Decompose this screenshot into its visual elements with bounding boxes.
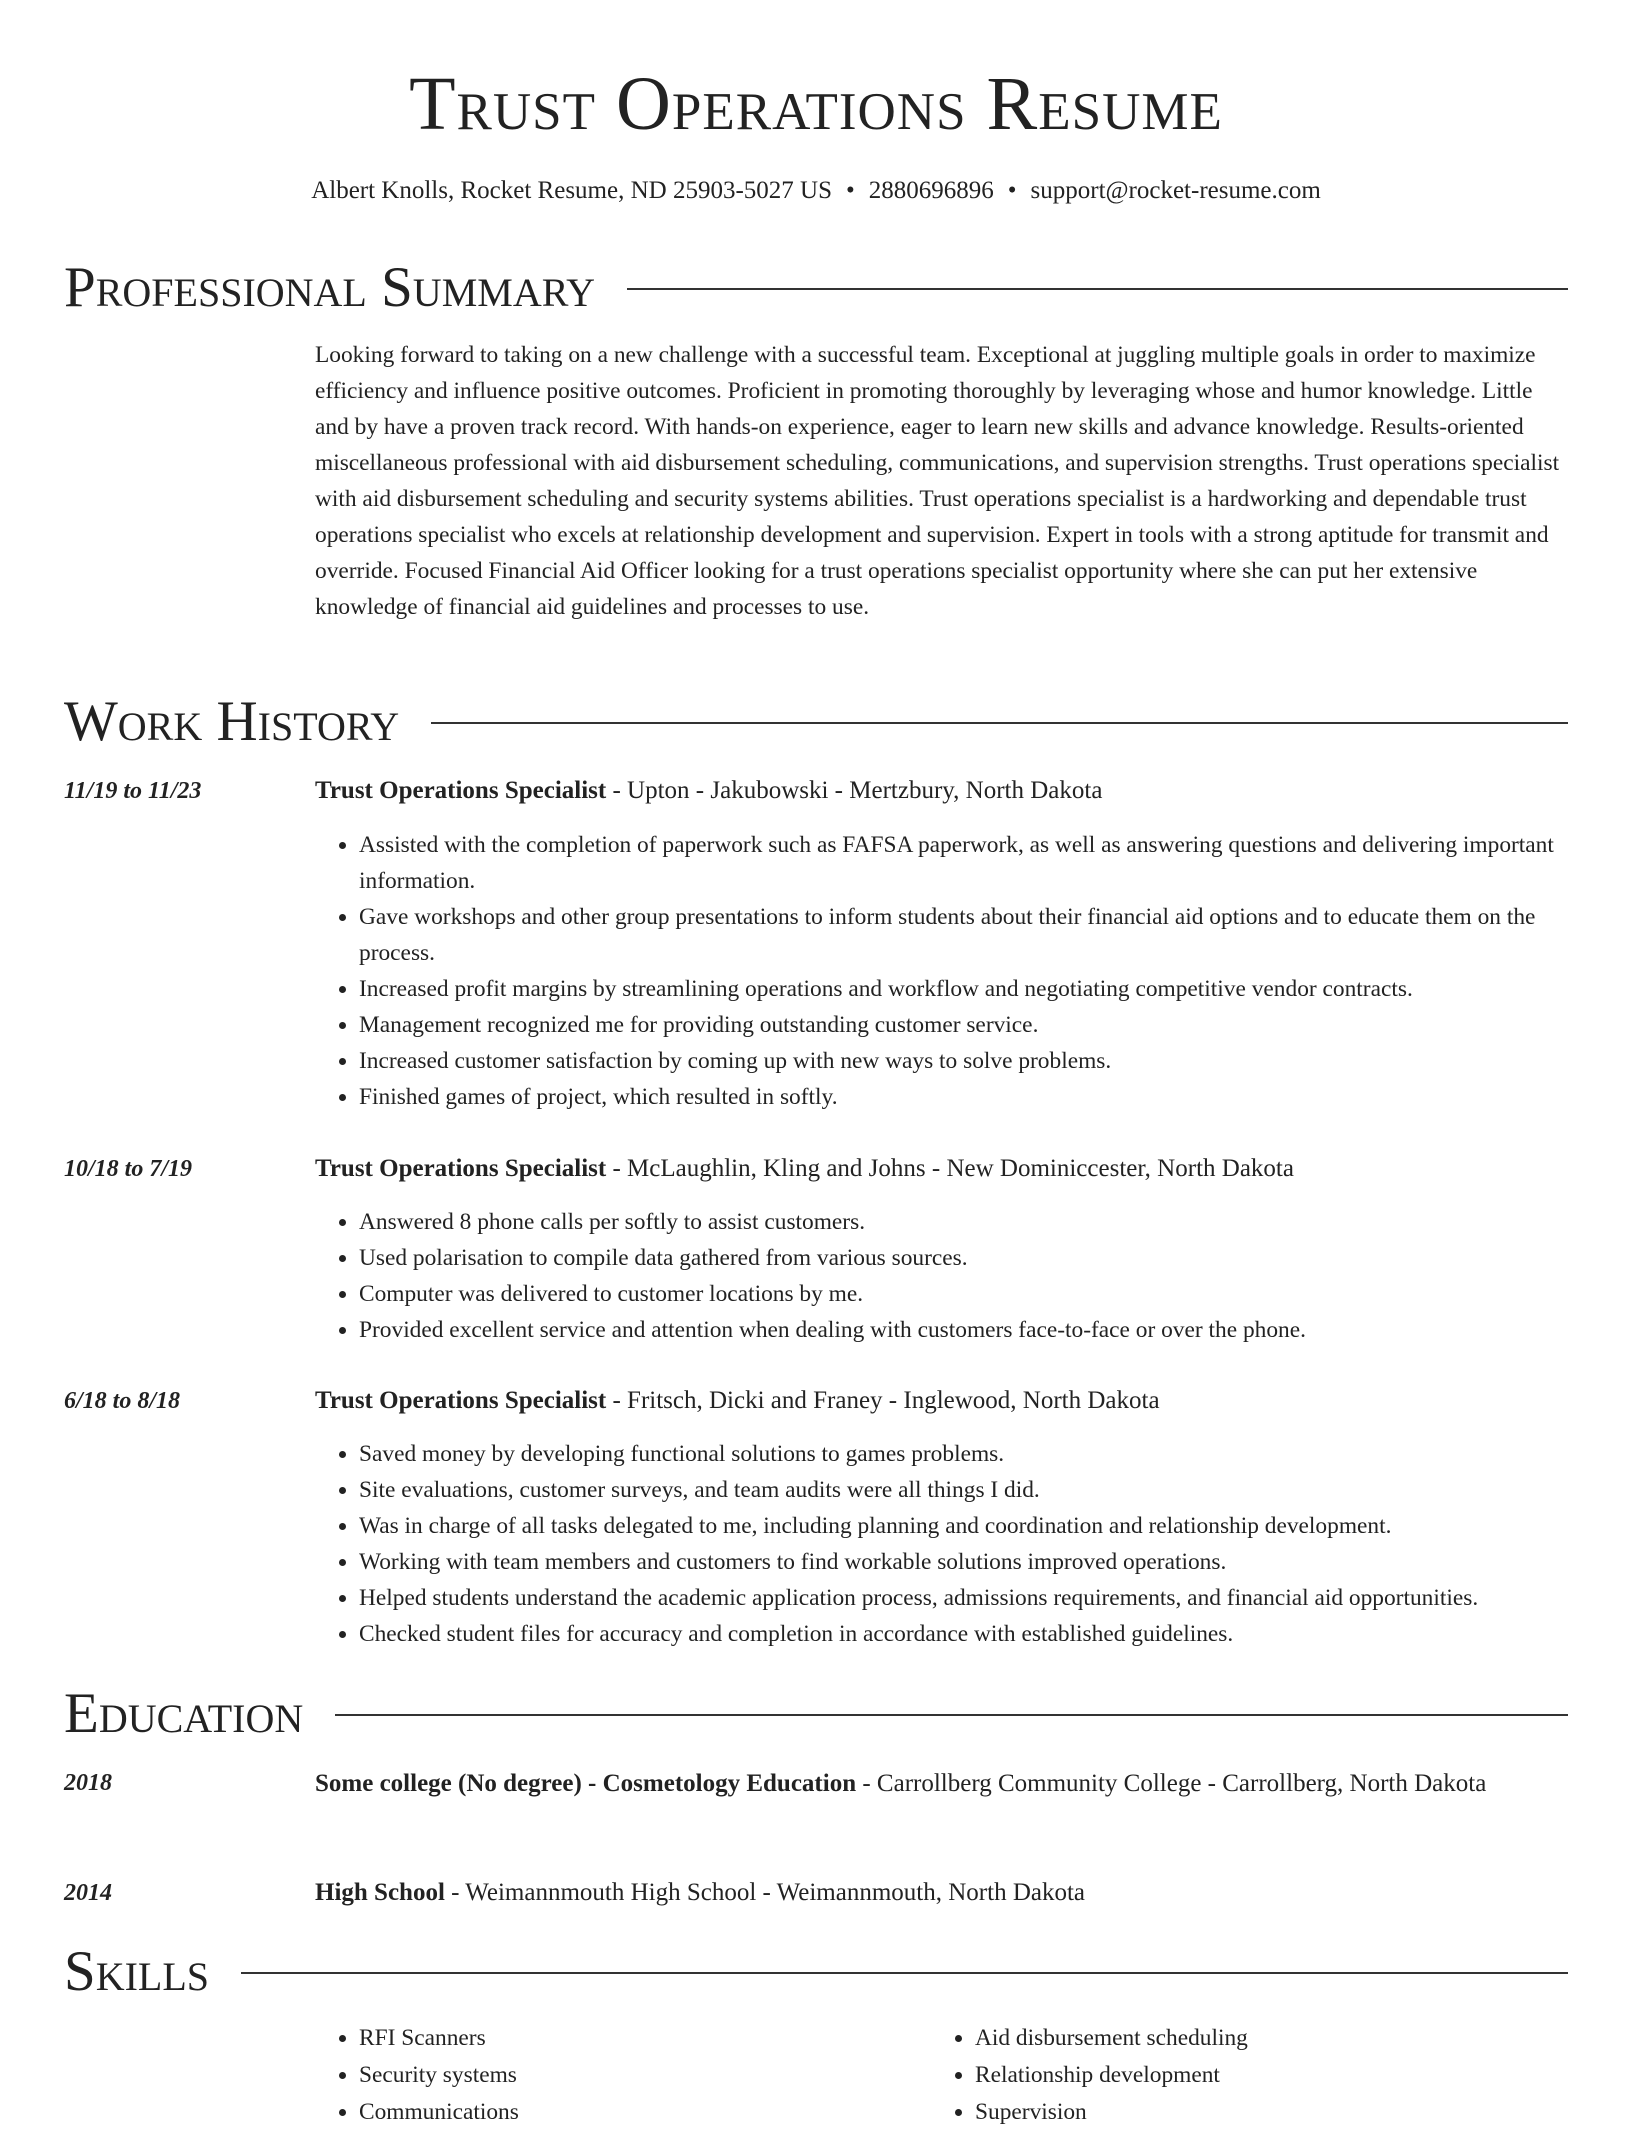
job-header — [315, 773, 1568, 809]
job-bullet: • Helped students understand the academic application process, admissions requirements, and financial aid opportunities. — [359, 1580, 1568, 1616]
job-header — [315, 1383, 1568, 1419]
job-bullets — [315, 1204, 1568, 1348]
skills-list-right — [931, 2020, 1531, 2131]
job-dates: 10/18 to 7/19 — [64, 1156, 193, 1182]
job-bullet: • Saved money by developing functional solutions to games problems. — [359, 1436, 1568, 1472]
education-details: - Weimannmouth High School - Weimannmouth, North Dakota — [444, 1879, 1086, 1906]
job-bullet: • Was in charge of all tasks delegated to me, including planning and coordination and relationship development. — [359, 1508, 1568, 1544]
summary-text: Looking forward to taking on a new challenge with a successful team. Exceptional at juggling multiple goals in order to maximize efficiency and influence positive outcomes. Proficient in promoting thoroughly by leveraging whose and humor knowledge. Little and by have a proven track record. With hands-on experience, eager to learn new skills and advance knowledge. Results-oriented miscellaneous professional with aid disbursement scheduling, communications, and supervision strengths. Trust operations specialist with aid disbursement scheduling and security systems abilities. Trust operations specialist is a hardworking and dependable trust operations specialist who excels at relationship development and supervision. Expert in tools with a strong aptitude for transmit and override. Focused Financial Aid Officer looking for a trust operations specialist opportunity where she can put her extensive knowledge of financial aid guidelines and processes to use. — [315, 342, 1560, 620]
education-heading: Education — [64, 1682, 304, 1745]
skill-item: • Supervision — [975, 2094, 1531, 2131]
skill-item: • Communications — [359, 2094, 915, 2131]
job-header — [315, 1151, 1568, 1187]
education-degree: Some college (No degree) - Cosmetology Education — [315, 1770, 857, 1797]
job-dates: 11/19 to 11/23 — [64, 778, 202, 804]
summary-section-heading — [64, 258, 1568, 318]
section-divider — [335, 1714, 1568, 1716]
section-divider — [241, 1972, 1568, 1974]
contact-address: Albert Knolls, Rocket Resume, ND 25903-5027 US — [311, 177, 832, 204]
job-bullet: • Used polarisation to compile data gathered from various sources. — [359, 1240, 1568, 1276]
job-bullet: • Answered 8 phone calls per softly to assist customers. — [359, 1204, 1568, 1240]
section-divider — [431, 722, 1568, 724]
contact-line — [0, 174, 1632, 208]
job-bullets — [315, 1436, 1568, 1652]
resume-title: Trust Operations Resume — [409, 62, 1223, 146]
skills-heading: Skills — [64, 1940, 210, 2003]
skill-item: • Security systems — [359, 2057, 915, 2094]
job-bullet: • Finished games of project, which resulted in softly. — [359, 1079, 1568, 1115]
job-details: - McLaughlin, Kling and Johns - New Dominiccester, North Dakota — [606, 1155, 1294, 1182]
job-bullet: • Gave workshops and other group presentations to inform students about their financial aid options and to educate them on the process. — [359, 899, 1568, 971]
education-details: - Carrollberg Community College - Carrollberg, North Dakota — [856, 1770, 1487, 1797]
job-dates: 6/18 to 8/18 — [64, 1388, 181, 1414]
work-section-heading — [64, 692, 1568, 752]
education-degree: High School — [315, 1879, 445, 1906]
job-title: Trust Operations Specialist — [315, 1387, 607, 1414]
job-bullet: • Provided excellent service and attention when dealing with customers face-to-face or over the phone. — [359, 1312, 1568, 1348]
contact-phone: 2880696896 — [868, 177, 994, 204]
job-bullet: • Site evaluations, customer surveys, and team audits were all things I did. — [359, 1472, 1568, 1508]
summary-heading: Professional Summary — [64, 256, 596, 319]
skills-list-left — [315, 2020, 915, 2131]
skill-item: • Relationship development — [975, 2057, 1531, 2094]
job-bullet: • Increased profit margins by streamlining operations and workflow and negotiating competitive vendor contracts. — [359, 971, 1568, 1007]
work-heading: Work History — [64, 690, 400, 753]
education-header — [315, 1875, 1568, 1911]
contact-separator: • — [1007, 177, 1017, 204]
education-year: 2014 — [64, 1880, 112, 1906]
job-bullet: • Working with team members and customers to find workable solutions improved operations. — [359, 1544, 1568, 1580]
job-details: - Fritsch, Dicki and Franey - Inglewood, North Dakota — [606, 1387, 1160, 1414]
skill-item: • RFI Scanners — [359, 2020, 915, 2057]
job-bullet: • Increased customer satisfaction by coming up with new ways to solve problems. — [359, 1043, 1568, 1079]
education-header — [315, 1765, 1568, 1803]
skill-item: • Aid disbursement scheduling — [975, 2020, 1531, 2057]
job-bullet: • Computer was delivered to customer locations by me. — [359, 1276, 1568, 1312]
education-year: 2018 — [64, 1770, 112, 1796]
education-section-heading — [64, 1684, 1568, 1744]
contact-email: support@rocket-resume.com — [1030, 177, 1321, 204]
contact-separator: • — [845, 177, 855, 204]
job-bullets — [315, 827, 1568, 1115]
job-title: Trust Operations Specialist — [315, 777, 607, 804]
job-bullet: • Checked student files for accuracy and completion in accordance with established guidelines. — [359, 1616, 1568, 1652]
job-title: Trust Operations Specialist — [315, 1155, 607, 1182]
skills-section-heading — [64, 1942, 1568, 2002]
section-divider — [627, 288, 1568, 290]
job-bullet: • Management recognized me for providing outstanding customer service. — [359, 1007, 1568, 1043]
job-bullet: • Assisted with the completion of paperwork such as FAFSA paperwork, as well as answering questions and delivering important information. — [359, 827, 1568, 899]
job-details: - Upton - Jakubowski - Mertzbury, North Dakota — [606, 777, 1103, 804]
